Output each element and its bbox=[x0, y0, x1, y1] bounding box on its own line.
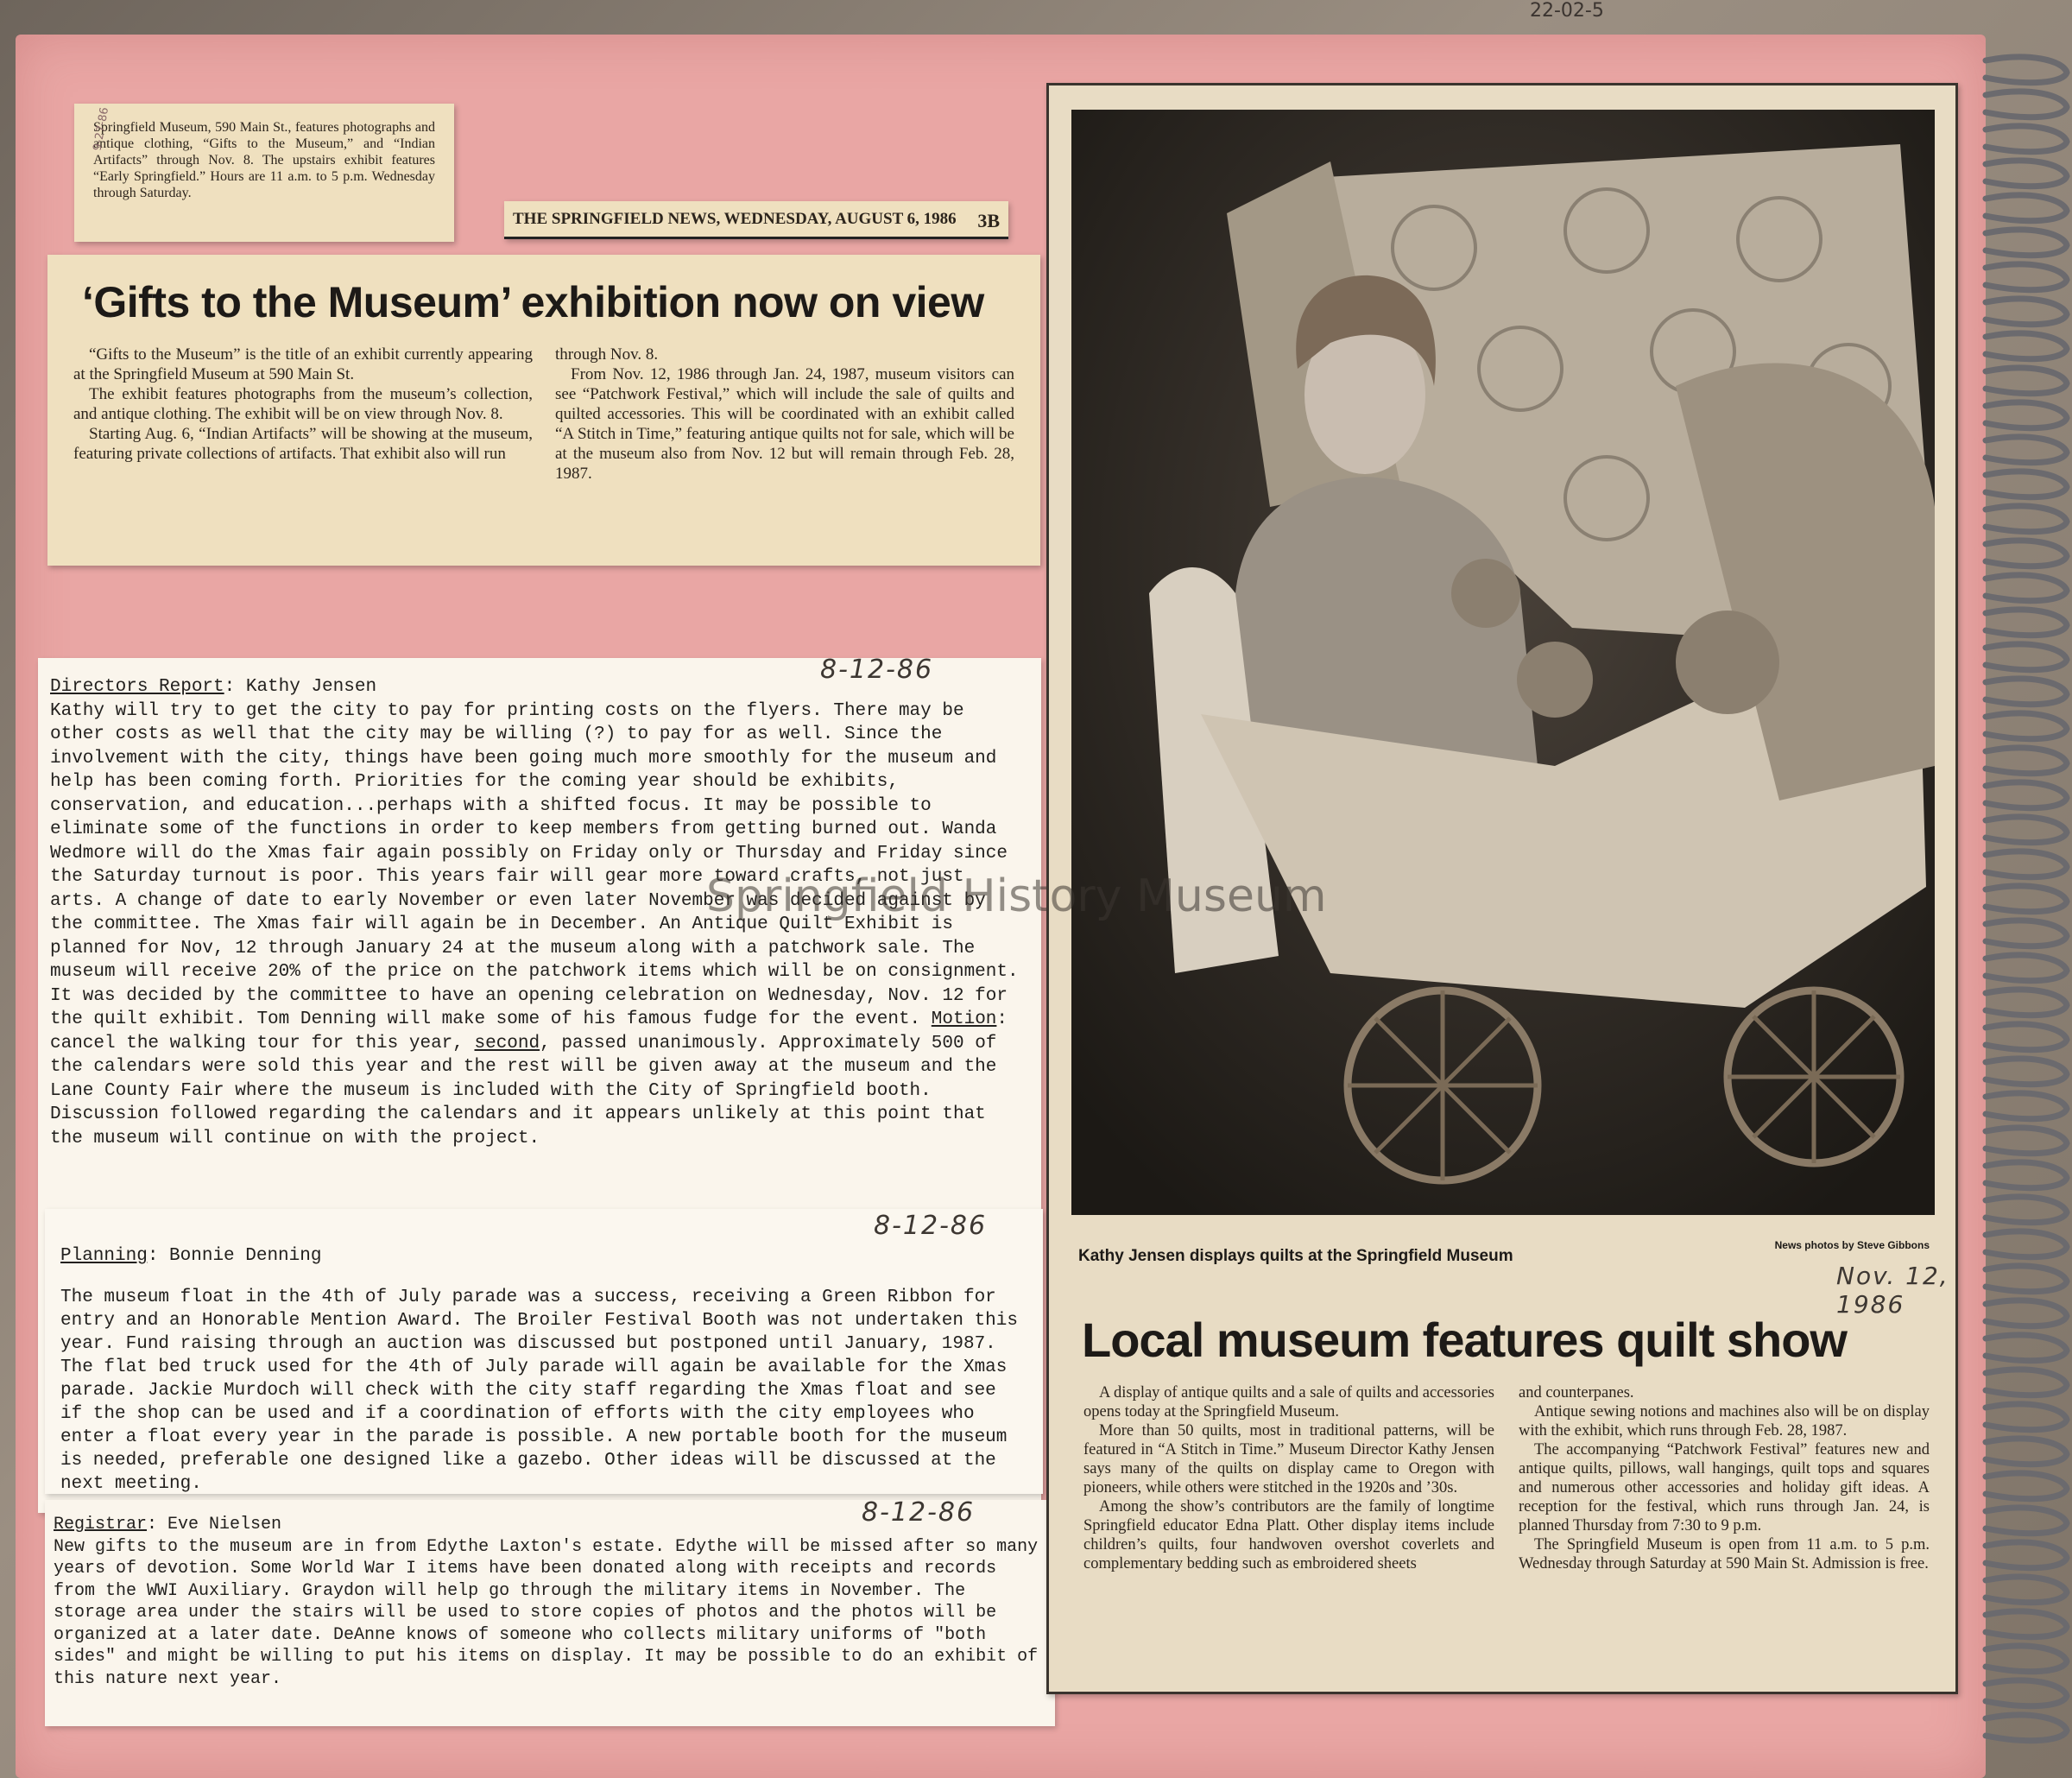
motion-text: : cancel the walking tour for this year, bbox=[50, 1009, 1008, 1054]
spiral-binding bbox=[1977, 52, 2072, 1770]
newspaper-masthead bbox=[504, 201, 1008, 239]
directors-report-after: , passed unanimously. Approximately 500 of the calendars were sold this year and the rest will be given away at the museum and the Lane County Fair where the museum is included with the City of Springfield booth. Discussion followed regarding the calendars and it appears unlikely at this point that the museum will continue on with the project. bbox=[50, 1033, 997, 1148]
registrar-name: : Eve Nielsen bbox=[147, 1515, 282, 1534]
planning-sheet bbox=[45, 1209, 1043, 1494]
directors-report-name: : Kathy Jensen bbox=[224, 677, 377, 697]
museum-brief-clipping bbox=[74, 104, 454, 242]
directors-report-body: Kathy will try to get the city to pay for printing costs on the flyers. There may be other costs as well that the city may be willing (?) to pay for as well. Since the involvement with the city, things have been going much more smoothly for the museum and help has been coming forth. Priorities for the coming year should be exhibits, conservation, and education...perhaps with a shifted focus. It may be possible to eliminate some of the functions in order to keep members from getting burned out. Wanda Wedmore will do the Xmas fair again possibly on Friday only or Thursday and Friday since the Saturday turnout is poor. This years fair will gear more toward crafts, not just arts. A change of date to early November or even later November was decided against by the committee. The Xmas fair will again be in December. An Antique Quilt Exhibit is planned for Nov, 12 through January 24 at the museum along with a patchwork sale. The museum will receive 20% of the price on the patchwork items which will be on consignment. It was decided by the committee to have an opening celebration on Wednesday, Nov. 12 for the quilt exhibit. Tom Denning will make some of his famous fudge for the event. bbox=[50, 700, 1019, 1029]
directors-report-date: 8-12-86 bbox=[820, 655, 934, 685]
gifts-headline: ‘Gifts to the Museum’ exhibition now on view bbox=[82, 278, 984, 326]
quilt-paragraph: A display of antique quilts and a sale of quilts and accessories opens today at the Springfield Museum. bbox=[1083, 1384, 1494, 1421]
registrar-body: New gifts to the museum are in from Edythe Laxton's estate. Edythe will be missed after so many years of devotion. Some World War I items have been donated along with receipts and records from the WWI Auxiliary. Graydon will help go through the military items in November. The storage area under the stairs will be used to store copies of photos and the photos will be organized at a later date. DeAnne knows of someone who collects military uniforms of "both sides" and might be willing to put his items on display. It may be possible to do an exhibit of this nature next year. bbox=[54, 1536, 1039, 1689]
gifts-paragraph: Starting Aug. 6, “Indian Artifacts” will be showing at the museum, featuring private collections of artifacts. That exhibit also will run bbox=[73, 425, 533, 463]
gifts-col-1 bbox=[73, 345, 533, 484]
quilt-headline: Local museum features quilt show bbox=[1082, 1313, 1847, 1367]
corner-pencil-note: 22-02-5 bbox=[1530, 0, 1604, 22]
quilt-paragraph: More than 50 quilts, most in traditional patterns, will be featured in “A Stitch in Time.” Museum Director Kathy Jensen says many of the quilts on display came to Oregon with pioneers, while others were stitched in the 1920s and ’30s. bbox=[1083, 1422, 1494, 1496]
quilt-paragraph: and counterpanes. bbox=[1519, 1384, 1634, 1402]
masthead-page: 3B bbox=[977, 210, 1000, 231]
margin-date-note: 9-27-86 bbox=[91, 106, 112, 152]
photo-credit: News photos by Steve Gibbons bbox=[1774, 1239, 1930, 1251]
planning-date: 8-12-86 bbox=[874, 1211, 988, 1241]
registrar-date: 8-12-86 bbox=[862, 1497, 976, 1528]
museum-watermark: Springfield History Museum bbox=[706, 870, 1327, 922]
gifts-paragraph: “Gifts to the Museum” is the title of an exhibit currently appearing at the Springfield Museum at 590 Main St. bbox=[73, 345, 533, 383]
quilt-col-2 bbox=[1519, 1383, 1930, 1573]
planning-body: The museum float in the 4th of July parade was a success, receiving a Green Ribbon for entry and an Honorable Mention Award. The Broiler Festival Booth was not undertaken this year. Fund raising through an auction was discussed but postponed until January, 1987. The flat bed truck used for the 4th of July parade will again be available for the Xmas parade. Jackie Murdoch will check with the city staff regarding the Xmas float and see if the shop can be used and if a coordination of efforts with the city employees who enter a float every year in the parade is possible. A new portable booth for the museum is needed, preferable one designed like a gazebo. Other ideas will be discussed at the next meeting. bbox=[60, 1288, 1018, 1494]
gifts-paragraph: The exhibit features photographs from the museum’s collection, and antique clothing. The exhibit will be on view through Nov. 8. bbox=[73, 385, 533, 423]
planning-name: : Bonnie Denning bbox=[147, 1246, 322, 1266]
gifts-col-2 bbox=[555, 345, 1014, 484]
motion-label: Motion bbox=[931, 1009, 997, 1029]
gifts-paragraph: From Nov. 12, 1986 through Jan. 24, 1987, museum visitors can see “Patchwork Festival,” which will include the sale of quilts and quilted accessories. This will be coordinated with an exhibit called “A Stitch in Time,” featuring antique quilts not for sale, which will be at the museum also from Nov. 12 but will remain through Feb. 28, 1987. bbox=[555, 365, 1014, 483]
quilt-paragraph: The accompanying “Patchwork Festival” features new and antique quilts, pillows, wall hangings, quilt tops and squares and numerous other accessories and holiday gift ideas. A reception for the festival, which runs through Jan. 24, is planned Thursday from 7:30 to 9 p.m. bbox=[1519, 1441, 1930, 1534]
gifts-article-clipping bbox=[47, 255, 1040, 566]
directors-report-heading: Directors Report bbox=[50, 677, 224, 697]
quilt-paragraph: The Springfield Museum is open from 11 a.m. to 5 p.m. Wednesday through Saturday at 590 Main St. Admission is free. bbox=[1519, 1536, 1930, 1572]
quilt-paragraph: Among the show’s contributors are the family of longtime Springfield educator Edna Platt. Other display items include children’s quilts, four handwoven overshot coverlets and complementary bedding such as embroidered sheets bbox=[1083, 1498, 1494, 1572]
quilt-date-note: Nov. 12, 1986 bbox=[1836, 1262, 1949, 1319]
quilt-paragraph: Antique sewing notions and machines also will be on display with the exhibit, which runs through Feb. 28, 1987. bbox=[1519, 1403, 1930, 1439]
quilt-photo bbox=[1071, 110, 1935, 1215]
quilt-col-1 bbox=[1083, 1383, 1494, 1573]
quilt-photo-illustration bbox=[1071, 110, 1935, 1215]
masthead-paper: THE SPRINGFIELD NEWS, WEDNESDAY, AUGUST 6, 1986 bbox=[513, 210, 957, 228]
gifts-paragraph: through Nov. 8. bbox=[555, 345, 659, 364]
photo-caption: Kathy Jensen displays quilts at the Springfield Museum bbox=[1078, 1247, 1513, 1265]
registrar-sheet bbox=[45, 1500, 1055, 1726]
registrar-heading: Registrar bbox=[54, 1515, 148, 1534]
brief-text: Springfield Museum, 590 Main St., features photographs and antique clothing, “Gifts to the Museum,” and “Indian Artifacts” through Nov. 8. The upstairs exhibit features “Early Springfield.” Hours are 11 a.m. to 5 p.m. Wednesday through Saturday. bbox=[93, 120, 435, 200]
second-label: second bbox=[474, 1033, 540, 1054]
planning-heading: Planning bbox=[60, 1246, 148, 1266]
